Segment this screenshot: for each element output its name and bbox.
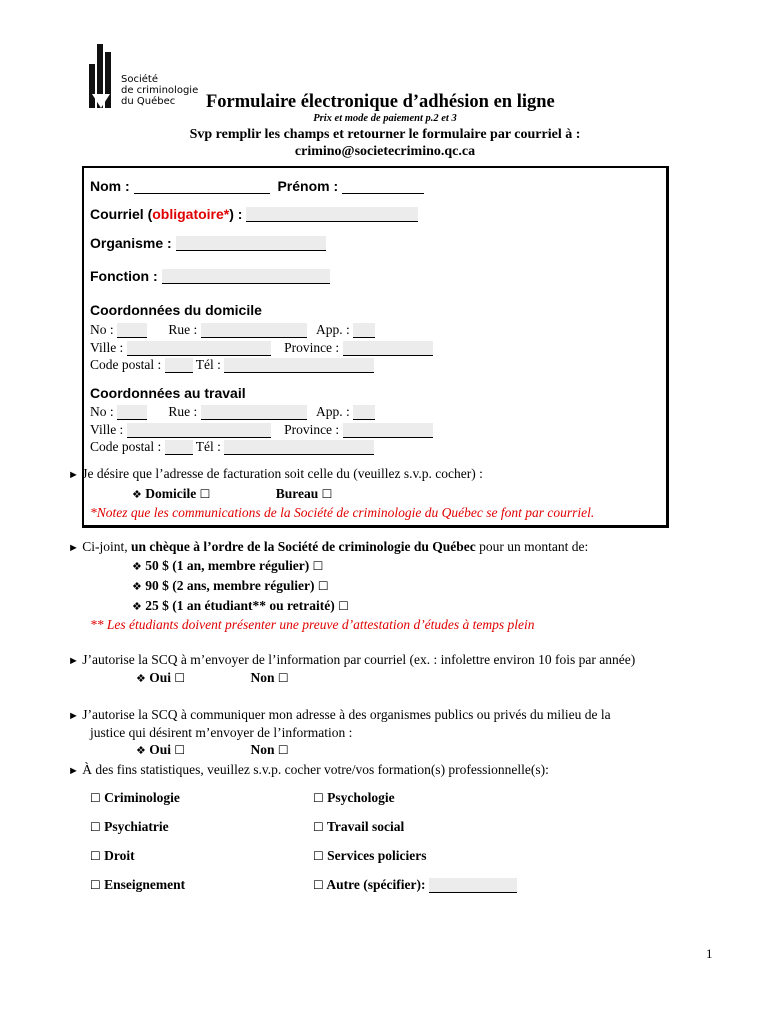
courriel-label: Courriel ( [90, 206, 153, 222]
payment-option [132, 558, 323, 574]
travail-province-field[interactable] [343, 423, 433, 438]
consent-email-text: J’autorise la SCQ à m’envoyer de l’information par courriel (ex. : infolettre environ 10 fois par année) [82, 652, 636, 667]
payment-option [132, 578, 329, 594]
bureau-option-label: Bureau [275, 486, 319, 501]
page-title: Formulaire électronique d’adhésion en ligne [206, 92, 555, 112]
formation-label: Criminologie [104, 790, 180, 805]
payment-intro-bold: un chèque à l’ordre de la Société de criminologie du Québec [131, 539, 476, 554]
payment-option-checkbox[interactable]: ☐ [317, 579, 329, 593]
payment-option [132, 598, 349, 614]
stats-text: À des fins statistiques, veuillez s.v.p. cocher votre/vos formation(s) professionnelle(s): [82, 762, 549, 777]
organisme-label: Organisme : [90, 235, 172, 251]
code-postal-label: Code postal : [90, 357, 162, 372]
domicile-row-3 [90, 357, 374, 373]
logo-text: Société de criminologie du Québec [121, 74, 199, 107]
payment-intro-prefix: Ci-joint, [82, 539, 132, 554]
organisme-row [90, 235, 326, 251]
student-note: ** Les étudiants doivent présenter une preuve d’attestation d’études à temps plein [90, 617, 535, 632]
consent-address-oui-checkbox[interactable]: ☐ [174, 743, 186, 757]
oui-label: Oui [149, 742, 172, 757]
formation-option [313, 790, 395, 806]
bureau-checkbox[interactable]: ☐ [321, 487, 333, 501]
travail-social-checkbox[interactable]: ☐ [313, 820, 324, 834]
diamond-bullet-icon: ❖ [132, 560, 142, 573]
enseignement-checkbox[interactable]: ☐ [90, 878, 101, 892]
formation-label: Autre (spécifier): [326, 877, 426, 892]
diamond-bullet-icon: ❖ [136, 744, 146, 757]
travail-rue-field[interactable] [201, 405, 307, 420]
domicile-code-postal-field[interactable] [165, 358, 193, 373]
formation-label: Enseignement [104, 877, 186, 892]
psychiatrie-checkbox[interactable]: ☐ [90, 820, 101, 834]
autre-specify-field[interactable] [429, 878, 517, 893]
organisme-field[interactable] [176, 236, 326, 251]
prenom-label: Prénom : [277, 178, 339, 194]
domicile-row-1 [90, 322, 375, 338]
payment-option-label: 25 $ (1 an étudiant** ou retraité) [145, 598, 335, 613]
diamond-bullet-icon: ❖ [136, 672, 146, 685]
fonction-label: Fonction : [90, 268, 158, 284]
travail-ville-field[interactable] [127, 423, 271, 438]
oui-label: Oui [149, 670, 172, 685]
domicile-checkbox[interactable]: ☐ [199, 487, 211, 501]
formation-label: Droit [104, 848, 135, 863]
courriel-row [90, 206, 418, 222]
ville-label: Ville : [90, 340, 124, 355]
payment-option-checkbox[interactable]: ☐ [312, 559, 324, 573]
non-label: Non [250, 742, 275, 757]
no-label: No : [90, 322, 114, 337]
courriel-field[interactable] [246, 207, 418, 222]
consent-address-non-checkbox[interactable]: ☐ [277, 743, 289, 757]
domicile-ville-field[interactable] [127, 341, 271, 356]
page-subtitle: Prix et mode de paiement p.2 et 3 [313, 113, 457, 124]
travail-code-postal-field[interactable] [165, 440, 193, 455]
domicile-section-title: Coordonnées du domicile [90, 302, 262, 318]
tel-label: Tél : [195, 357, 221, 372]
criminologie-checkbox[interactable]: ☐ [90, 791, 101, 805]
nom-label: Nom : [90, 178, 130, 194]
tel-label: Tél : [195, 439, 221, 454]
arrow-icon: ► [68, 655, 79, 667]
code-postal-label: Code postal : [90, 439, 162, 454]
courriel-label-end: ) : [229, 206, 243, 222]
arrow-icon: ► [68, 542, 79, 554]
page-number: 1 [706, 946, 713, 961]
formation-option [90, 848, 135, 864]
payment-option-checkbox[interactable]: ☐ [338, 599, 349, 613]
payment-intro-suffix: pour un montant de: [475, 539, 589, 554]
domicile-rue-field[interactable] [201, 323, 307, 338]
diamond-bullet-icon: ❖ [132, 580, 142, 593]
no-label: No : [90, 404, 114, 419]
formation-option [90, 877, 185, 893]
domicile-option-label: Domicile [145, 486, 197, 501]
facturation-options [132, 486, 332, 502]
communication-note: *Notez que les communications de la Société de criminologie du Québec se font par courriel. [90, 505, 595, 520]
domicile-tel-field[interactable] [224, 358, 374, 373]
nom-row [90, 178, 424, 194]
payment-option-label: 90 $ (2 ans, membre régulier) [145, 578, 315, 593]
consent-address-text-2: justice qui désirent m’envoyer de l’information : [90, 725, 353, 740]
domicile-app-field[interactable] [353, 323, 375, 338]
nom-field[interactable] [134, 179, 270, 194]
consent-address-text-1: J’autorise la SCQ à communiquer mon adresse à des organismes publics ou privés du milieu de la [82, 707, 611, 722]
domicile-no-field[interactable] [117, 323, 147, 338]
fonction-row [90, 268, 330, 284]
travail-section-title: Coordonnées au travail [90, 385, 246, 401]
services-policiers-checkbox[interactable]: ☐ [313, 849, 324, 863]
app-label: App. : [316, 404, 350, 419]
diamond-bullet-icon: ❖ [132, 600, 142, 613]
non-label: Non [250, 670, 275, 685]
travail-row-3 [90, 439, 374, 455]
consent-address-question [68, 707, 611, 723]
arrow-icon: ► [68, 710, 79, 722]
formation-option [90, 819, 169, 835]
travail-no-field[interactable] [117, 405, 147, 420]
stats-question [68, 762, 549, 778]
payment-intro [68, 539, 588, 555]
consent-email-non-checkbox[interactable]: ☐ [277, 671, 289, 685]
domicile-province-field[interactable] [343, 341, 433, 356]
required-marker: obligatoire* [152, 206, 230, 222]
rue-label: Rue : [168, 322, 198, 337]
arrow-icon: ► [68, 765, 79, 777]
prenom-field[interactable] [342, 179, 424, 194]
autre-checkbox[interactable]: ☐ [313, 878, 324, 892]
formation-label: Psychologie [327, 790, 395, 805]
travail-tel-field[interactable] [224, 440, 374, 455]
formation-option [90, 790, 180, 806]
domicile-row-2 [90, 340, 433, 356]
arrow-icon: ► [68, 469, 79, 481]
formation-label: Psychiatrie [104, 819, 169, 834]
travail-row-1 [90, 404, 375, 420]
province-label: Province : [284, 422, 340, 437]
instruction-text: Svp remplir les champs et retourner le formulaire par courriel à : crimino@societecrimino.qc.ca [189, 127, 581, 159]
travail-row-2 [90, 422, 433, 438]
payment-option-label: 50 $ (1 an, membre régulier) [145, 558, 310, 573]
formation-option [313, 819, 404, 835]
formation-option [313, 877, 517, 893]
facturation-text: Je désire que l’adresse de facturation soit celle du (veuillez s.v.p. cocher) : [82, 466, 483, 481]
scq-logo-icon [88, 44, 118, 110]
formation-option [313, 848, 427, 864]
consent-email-options [136, 670, 289, 686]
province-label: Province : [284, 340, 340, 355]
ville-label: Ville : [90, 422, 124, 437]
consent-email-question [68, 652, 635, 668]
facturation-question [68, 466, 483, 482]
formation-label: Travail social [326, 819, 405, 834]
diamond-bullet-icon: ❖ [132, 488, 142, 501]
psychologie-checkbox[interactable]: ☐ [313, 791, 324, 805]
consent-email-oui-checkbox[interactable]: ☐ [174, 671, 186, 685]
app-label: App. : [316, 322, 350, 337]
droit-checkbox[interactable]: ☐ [90, 849, 101, 863]
formation-label: Services policiers [327, 848, 427, 863]
travail-app-field[interactable] [353, 405, 375, 420]
rue-label: Rue : [168, 404, 198, 419]
consent-address-options [136, 742, 289, 758]
fonction-field[interactable] [162, 269, 330, 284]
